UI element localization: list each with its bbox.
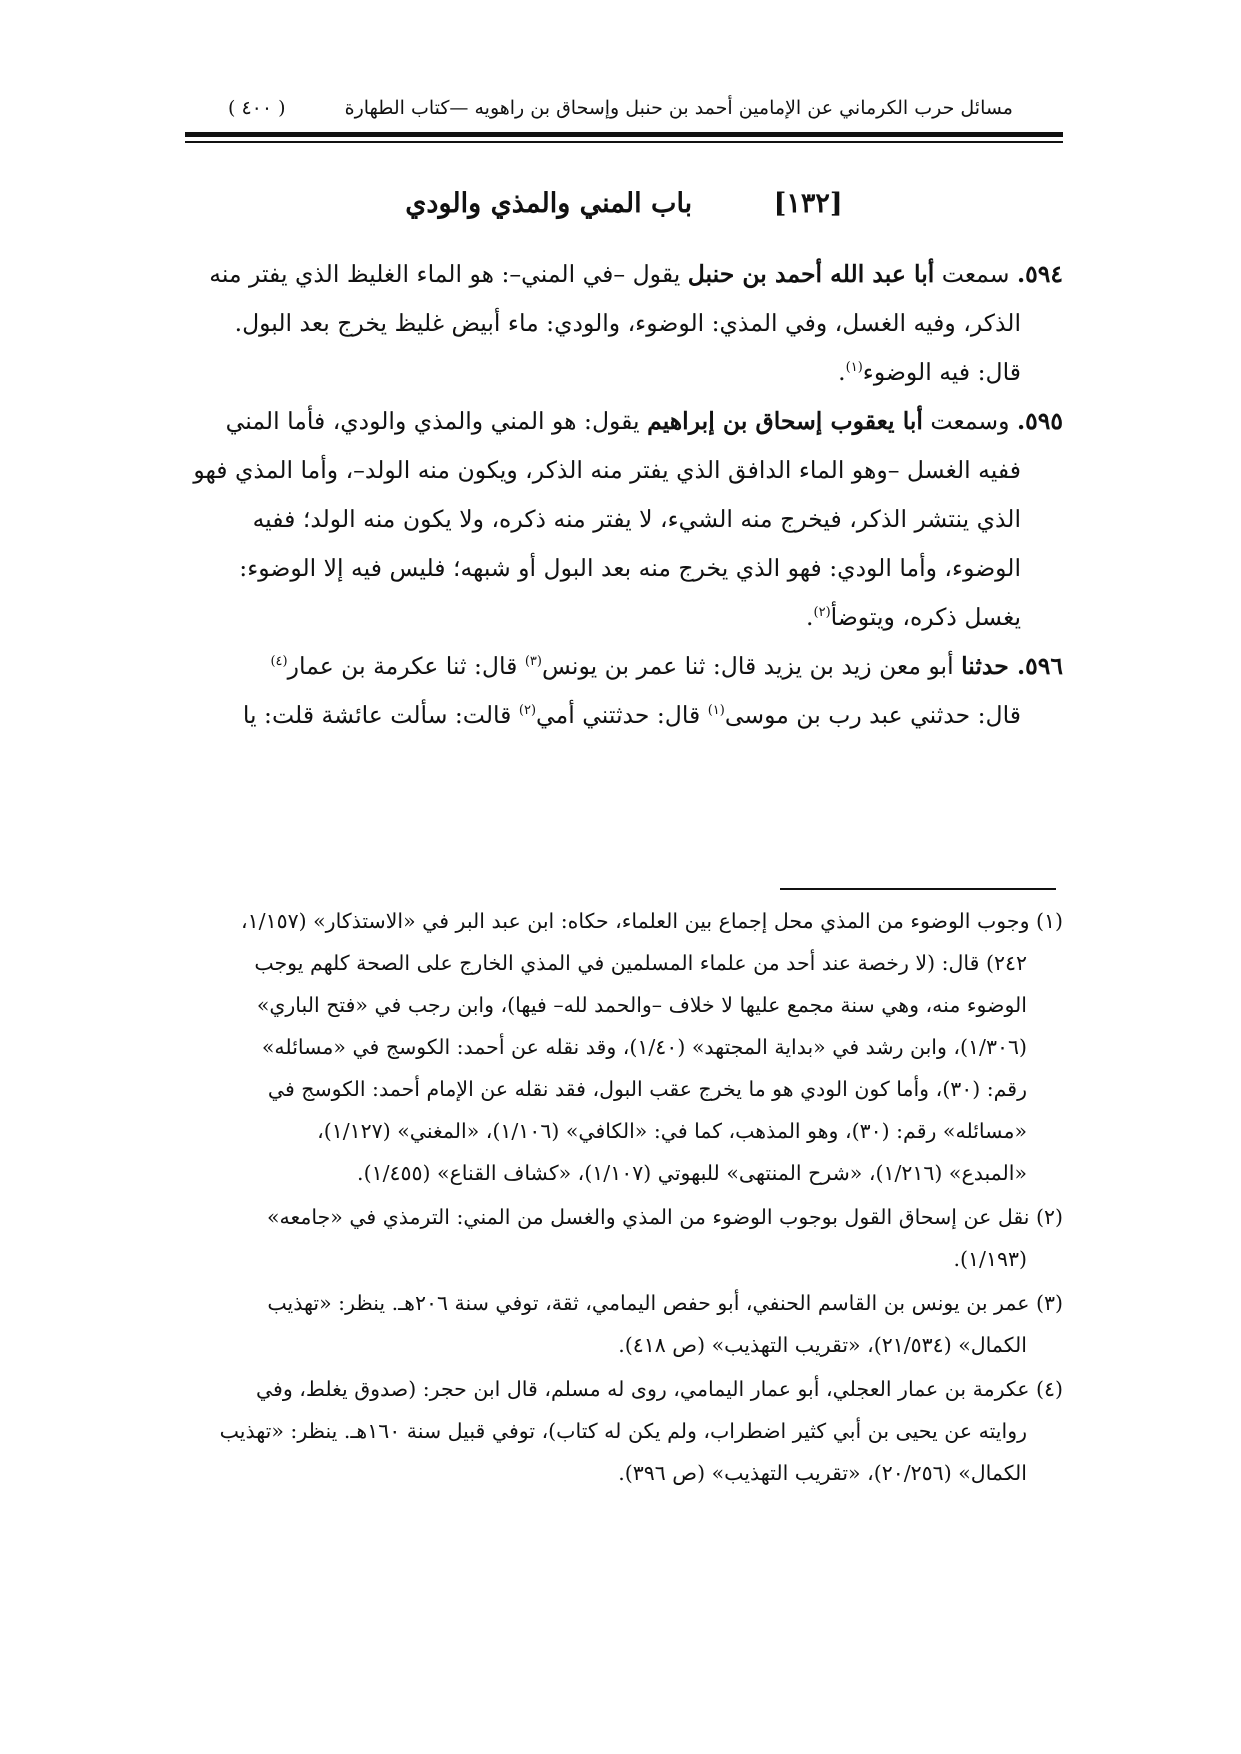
running-header xyxy=(228,88,1013,128)
footnote-number: (١) xyxy=(1035,909,1063,933)
paragraph-line: الذي ينتشر الذكر، فيخرج منه الشيء، لا يفتر منه ذكره، ولا يكون منه الولد؛ ففيه xyxy=(252,505,1021,533)
chapter-heading xyxy=(185,188,1063,219)
paragraph-line: الذكر، وفيه الغسل، وفي المذي: الوضوء، والودي: ماء أبيض غليظ يخرج بعد البول. xyxy=(234,309,1021,337)
paragraph-number: ٥٩٤. xyxy=(1016,260,1063,288)
punctuation: . xyxy=(806,603,814,631)
paragraph-number: ٥٩٦. xyxy=(1016,652,1063,680)
chapter-title: باب المني والمذي والودي xyxy=(405,188,693,219)
paragraph-line xyxy=(185,691,1063,740)
header-rule-thin xyxy=(185,141,1063,143)
footnote-line: الكمال» (٢٠/٢٥٦)، «تقريب التهذيب» (ص ٣٩٦). xyxy=(618,1461,1027,1485)
hadith-lead: حدثنا xyxy=(961,652,1017,680)
footnote-text: نقل عن إسحاق القول بوجوب الوضوء من المذي والغسل من المني: الترمذي في «جامعه» xyxy=(266,1205,1036,1229)
header-title: مسائل حرب الكرماني عن الإمامين أحمد بن حنبل وإسحاق بن راهويه —كتاب الطهارة xyxy=(344,97,1013,119)
narrator-name: أبا يعقوب إسحاق بن إبراهيم xyxy=(647,407,923,435)
footnotes xyxy=(185,900,1063,1496)
footnote-line: الكمال» (٢١/٥٣٤)، «تقريب التهذيب» (ص ٤١٨). xyxy=(618,1333,1027,1357)
footnote-4 xyxy=(185,1368,1063,1494)
punctuation: . xyxy=(838,358,846,386)
paragraph-text: يقول –في المني–: هو الماء الغليظ الذي يفتر منه xyxy=(209,260,688,288)
narrator-name: أبا عبد الله أحمد بن حنبل xyxy=(687,260,935,288)
footnote-separator xyxy=(780,888,1056,890)
footnote-ref[interactable]: (١) xyxy=(845,360,863,376)
paragraph-text: قال: فيه الوضوء xyxy=(862,358,1021,386)
page-number: ( ٤٠٠ ) xyxy=(228,97,286,119)
footnote-ref[interactable]: (٣) xyxy=(524,654,542,670)
paragraph-text: يغسل ذكره، ويتوضأ xyxy=(830,603,1021,631)
footnote-number: (٢) xyxy=(1035,1205,1063,1229)
footnote-number: (٣) xyxy=(1035,1291,1063,1315)
footnote-line: (١/١٩٣). xyxy=(953,1247,1027,1271)
paragraph-594 xyxy=(185,250,1063,397)
paragraph-line xyxy=(185,593,1063,642)
footnote-ref[interactable]: (٢) xyxy=(813,605,831,621)
paragraph-text: قال: ثنا عكرمة بن عمار xyxy=(287,652,525,680)
paragraph-line xyxy=(185,348,1063,397)
footnote-number: (٤) xyxy=(1035,1377,1063,1401)
paragraph-line: ففيه الغسل –وهو الماء الدافق الذي يفتر منه الذكر، ويكون منه الولد–، وأما المذي فهو xyxy=(193,456,1021,484)
footnote-ref[interactable]: (١) xyxy=(707,703,725,719)
footnote-3 xyxy=(185,1282,1063,1366)
footnote-line: روايته عن يحيى بن أبي كثير اضطراب، ولم يكن له كتاب)، توفي قبيل سنة ١٦٠هـ. ينظر: «تهذيب xyxy=(219,1419,1027,1443)
main-text xyxy=(185,250,1063,740)
paragraph-text: قالت: سألت عائشة قلت: يا xyxy=(242,701,519,729)
paragraph-number: ٥٩٥. xyxy=(1016,407,1063,435)
paragraph-text: قال: حدثتني أمي xyxy=(536,701,708,729)
footnote-text: وجوب الوضوء من المذي محل إجماع بين العلماء، حكاه: ابن عبد البر في «الاستذكار» (١/١٥٧، xyxy=(241,909,1036,933)
footnote-line: (١/٣٠٦)، وابن رشد في «بداية المجتهد» (١/٤٠)، وقد نقله عن أحمد: الكوسج في «مسائله» xyxy=(261,1035,1027,1059)
paragraph-text: وسمعت xyxy=(922,407,1017,435)
paragraph-595 xyxy=(185,397,1063,642)
footnote-text: عكرمة بن عمار العجلي، أبو عمار اليمامي، روى له مسلم، قال ابن حجر: (صدوق يغلط، وفي xyxy=(255,1377,1036,1401)
paragraph-text: سمعت xyxy=(934,260,1017,288)
footnote-text: عمر بن يونس بن القاسم الحنفي، أبو حفص اليمامي، ثقة، توفي سنة ٢٠٦هـ. ينظر: «تهذيب xyxy=(267,1291,1036,1315)
header-rule-thick xyxy=(185,132,1063,137)
footnote-line: «مسائله» رقم: (٣٠)، وهو المذهب، كما في: «الكافي» (١/١٠٦)، «المغني» (١/١٢٧)، xyxy=(317,1119,1027,1143)
paragraph-text: قال: حدثني عبد رب بن موسى xyxy=(724,701,1021,729)
paragraph-596 xyxy=(185,642,1063,740)
footnote-line: «المبدع» (١/٢١٦)، «شرح المنتهى» للبهوتي (١/١٠٧)، «كشاف القناع» (١/٤٥٥). xyxy=(357,1161,1027,1185)
paragraph-text: أبو معن زيد بن يزيد قال: ثنا عمر بن يونس xyxy=(541,652,962,680)
footnote-line: الوضوء منه، وهي سنة مجمع عليها لا خلاف –والحمد لله– فيها)، وابن رجب في «فتح الباري» xyxy=(256,993,1027,1017)
footnote-ref[interactable]: (٢) xyxy=(518,703,537,719)
footnote-ref[interactable]: (٤) xyxy=(270,654,288,670)
footnote-1 xyxy=(185,900,1063,1194)
footnote-2 xyxy=(185,1196,1063,1280)
chapter-number: [١٣٢] xyxy=(773,188,843,219)
footnote-line: رقم: (٣٠)، وأما كون الودي هو ما يخرج عقب البول، فقد نقله عن الإمام أحمد: الكوسج في xyxy=(267,1077,1027,1101)
footnote-line: ٢٤٢) قال: (لا رخصة عند أحد من علماء المسلمين في المذي الخارج على الصحة كلهم يوجب xyxy=(254,951,1027,975)
paragraph-line: الوضوء، وأما الودي: فهو الذي يخرج منه بعد البول أو شبهه؛ فليس فيه إلا الوضوء: xyxy=(239,554,1021,582)
paragraph-text: يقول: هو المني والمذي والودي، فأما المني xyxy=(225,407,648,435)
